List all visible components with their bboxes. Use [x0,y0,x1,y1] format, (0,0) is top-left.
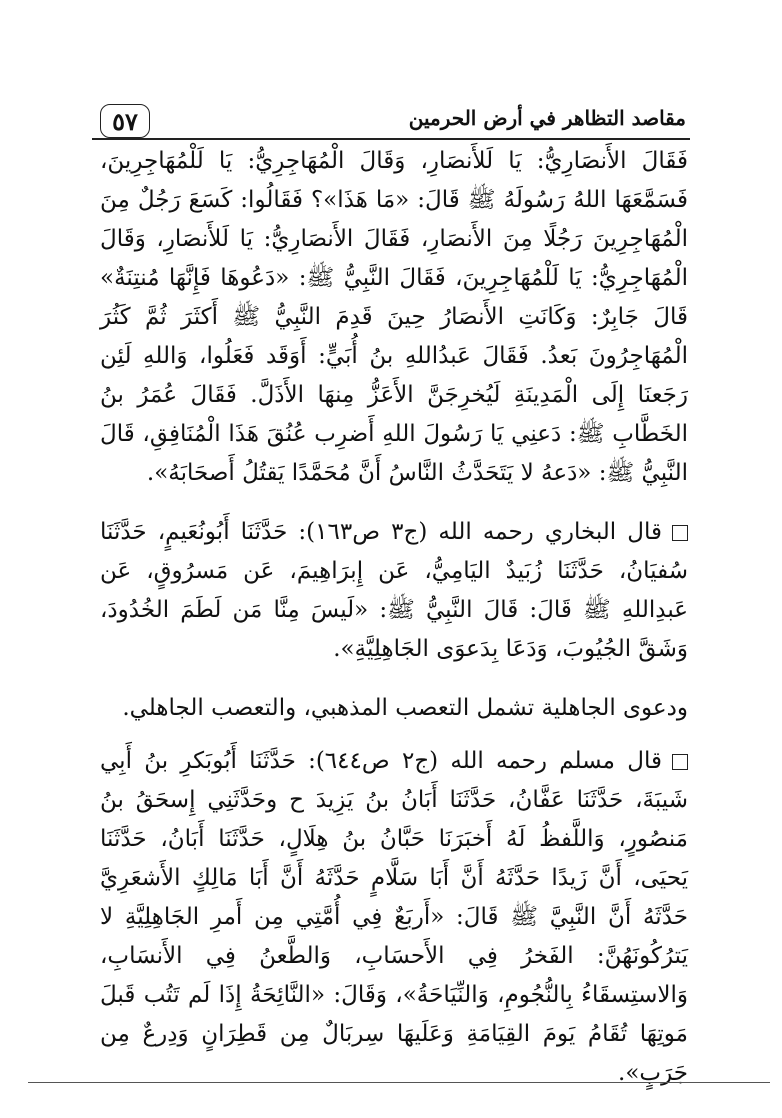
paragraph-hadith-continuation: فَقَالَ الأَنصَارِيُّ: يَا لَلأَنصَارِ، وَقَالَ الْمُهَاجِرِيُّ: يَا لَلْمُهَاجِرِينَ، فَسَمَّعَهَا اللهُ رَسُولَهُ ﷺ قَالَ: «مَا هَذَا»؟ فَقَالُوا: كَسَعَ رَجُلٌ مِنَ الْمُهَاجِرِينَ رَجُلًا مِنَ الأَنصَارِ، فَقَالَ الأَنصَارِيُّ: يَا لَلأَنصَارِ، وَقَالَ الْمُهَاجِرِيُّ: يَا لَلْمُهَاجِرِينَ، فَقَالَ النَّبِيُّ ﷺ: «دَعُوهَا فَإِنَّهَا مُنتِنَةٌ» قَالَ جَابِرٌ: وَكَانَتِ الأَنصَارُ حِينَ قَدِمَ النَّبِيُّ ﷺ أَكثَرَ ثُمَّ كَثُرَ الْمُهَاجِرُونَ بَعدُ. فَقَالَ عَبدُاللهِ بنُ أُبَيٍّ: أَوَقَد فَعَلُوا، وَاللهِ لَئِن رَجَعنَا إِلَى الْمَدِينَةِ لَيُخرِجَنَّ الأَعَزُّ مِنهَا الأَذَلَّ. فَقَالَ عُمَرُ بنُ الخَطَّابِ ﷺ: دَعنِي يَا رَسُولَ اللهِ أَضرِب عُنُقَ هَذَا الْمُنَافِقِ، قَالَ النَّبِيُّ ﷺ: «دَعهُ لا يَتَحَدَّثُ النَّاسُ أَنَّ مُحَمَّدًا يَقتُلُ أَصحَابَهُ». [100,148,688,486]
paragraph-bukhari-hadith: قال البخاري رحمه الله (ج٣ ص١٦٣): حَدَّثَنَا أَبُونُعَيمٍ، حَدَّثَنَا سُفيَانُ، حَدَّثَنَا زُبَيدٌ اليَامِيُّ، عَن إِبرَاهِيمَ، عَن مَسرُوقٍ، عَن عَبدِاللهِ ﷺ قَالَ: قَالَ النَّبِيُّ ﷺ: «لَيسَ مِنَّا مَن لَطَمَ الخُدُودَ، وَشَقَّ الجُيُوبَ، وَدَعَا بِدَعوَى الجَاهِلِيَّةِ». [100,513,688,669]
page-body [100,142,688,1093]
running-title: مقاصد التظاهر في أرض الحرمين [408,106,686,130]
page-number: ٥٧ [100,104,150,138]
page-header [92,100,690,140]
footer-divider [28,1082,770,1083]
paragraph-muslim-hadith: قال مسلم رحمه الله (ج٢ ص٦٤٤): حَدَّثَنَا أَبُوبَكرِ بنُ أَبِي شَيبَةَ، حَدَّثَنَا عَفَّانُ، حَدَّثَنَا أَبَانُ بنُ يَزِيدَ ح وحَدَّثَنِي إِسحَقُ بنُ مَنصُورٍ، وَاللَّفظُ لَهُ أَخبَرَنَا حَبَّانُ بنُ هِلَالٍ، حَدَّثَنَا أَبَانُ، حَدَّثَنَا يَحيَى، أَنَّ زَيدًا حَدَّثَهُ أَنَّ أَبَا سَلَّامٍ حَدَّثَهُ أَنَّ أَبَا مَالِكٍ الأَشعَرِيَّ حَدَّثَهُ أَنَّ النَّبِيَّ ﷺ قَالَ: «أَربَعٌ فِي أُمَّتِي مِن أَمرِ الجَاهِلِيَّةِ لا يَترُكُونَهُنَّ: الفَخرُ فِي الأَحسَابِ، وَالطَّعنُ فِي الأَنسَابِ، وَالاستِسقَاءُ بِالنُّجُومِ، وَالنِّيَاحَةُ»، وَقَالَ: «النَّائِحَةُ إِذَا لَم تَتُب قَبلَ مَوتِهَا تُقَامُ يَومَ القِيَامَةِ وَعَلَيهَا سِربَالٌ مِن قَطِرَانٍ وَدِرعٌ مِن جَرَبٍ». [100,742,688,1093]
paragraph-commentary: ودعوى الجاهلية تشمل التعصب المذهبي، والتعصب الجاهلي. [122,695,688,721]
